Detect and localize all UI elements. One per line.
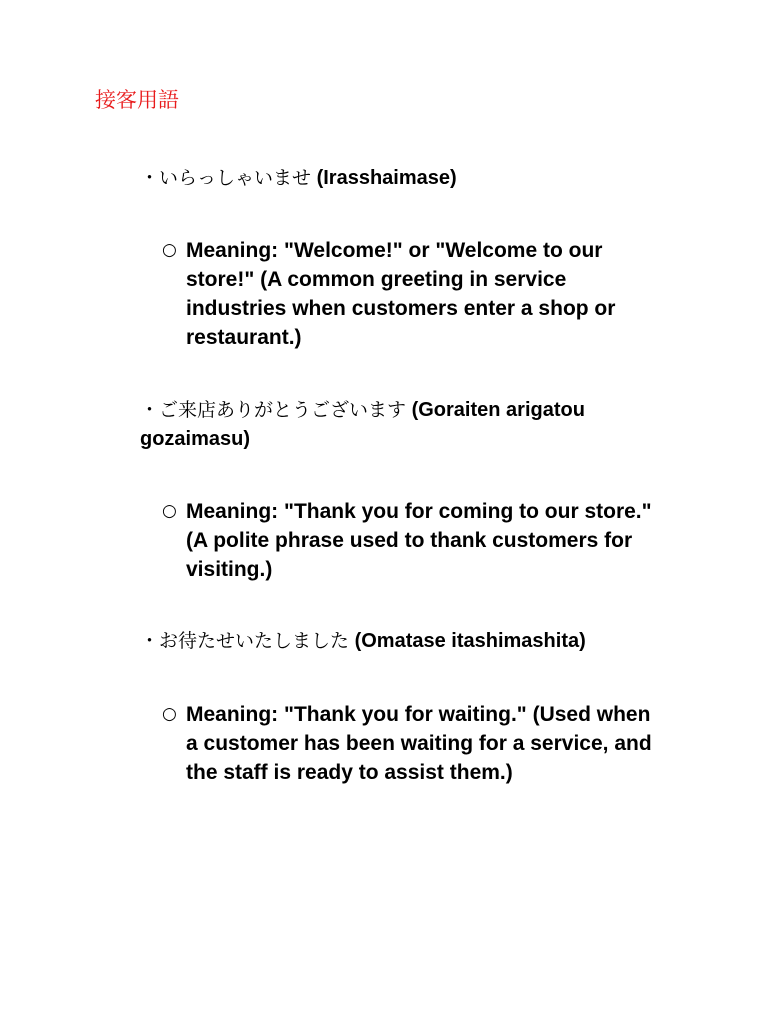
term-entry-omatase (140, 627, 650, 656)
meaning-item-irasshaimase (162, 236, 662, 352)
term-romaji: (Goraiten arigatou gozaimasu) (140, 399, 585, 450)
page-title: 接客用語 (95, 88, 179, 112)
meaning-item-goraiten (162, 497, 662, 584)
term-romaji: (Irasshaimase) (316, 167, 457, 189)
meaning-text: Meaning: "Thank you for waiting." (Used when a customer has been waiting for a service, and the staff is ready to assist them.) (186, 703, 652, 784)
term-entry-irasshaimase (140, 164, 650, 193)
circle-bullet-icon: ○ (162, 240, 177, 260)
term-entry-goraiten (140, 396, 650, 454)
meaning-text: Meaning: "Thank you for coming to our store." (A polite phrase used to thank customers for visiting.) (186, 500, 652, 581)
circle-bullet-icon: ○ (162, 501, 177, 521)
meaning-item-omatase (162, 700, 662, 787)
term-japanese: ・ご来店ありがとうございます (140, 399, 407, 421)
circle-bullet-icon: ○ (162, 704, 177, 724)
term-romaji: (Omatase itashimashita) (354, 630, 586, 652)
term-japanese: ・お待たせいたしました (140, 630, 350, 652)
term-japanese: ・いらっしゃいませ (140, 167, 312, 189)
meaning-text: Meaning: "Welcome!" or "Welcome to our store!" (A common greeting in service industries when customers enter a shop or restaurant.) (186, 239, 616, 349)
